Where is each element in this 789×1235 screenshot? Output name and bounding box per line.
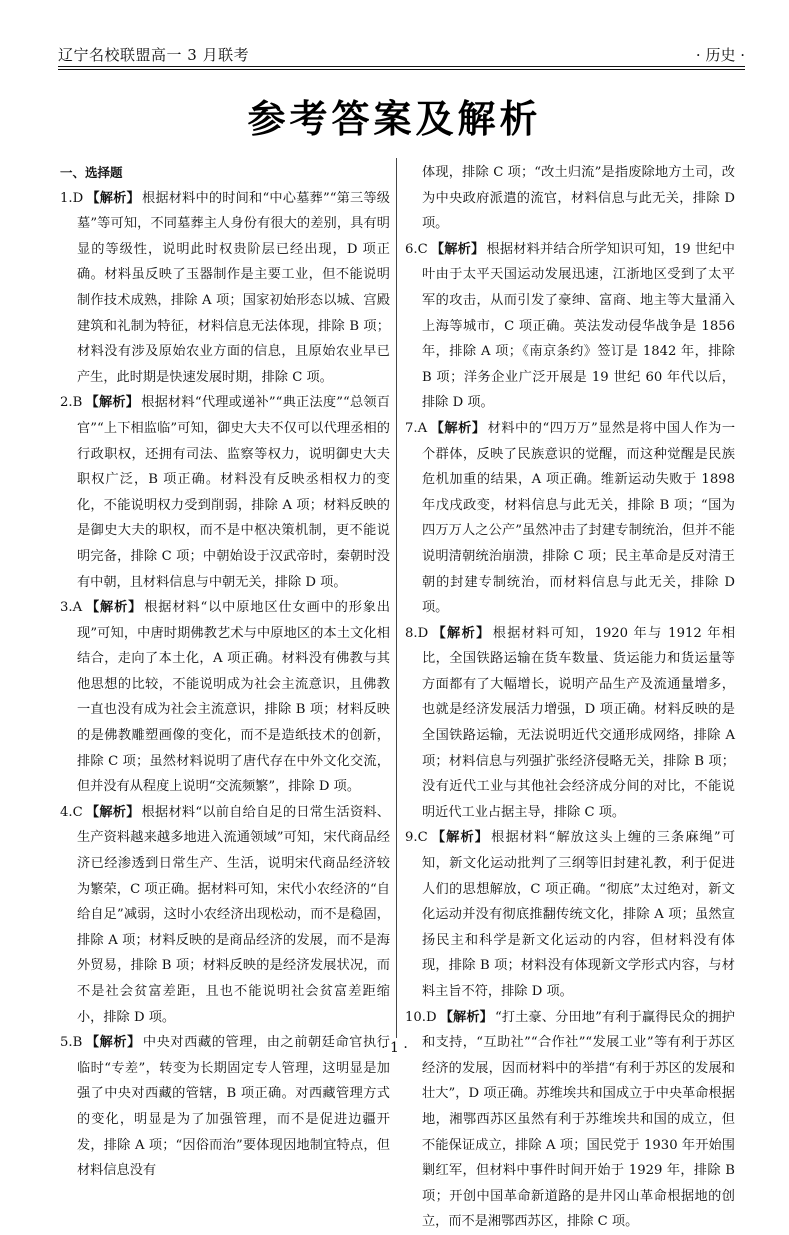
continued-text: 体现，排除 C 项；“改土归流”是指废除地方土司，改为中央政府派遣的流官，材料信息与此无关，排除 D 项。 — [422, 165, 735, 232]
analysis-text: 根据材料“以中原地区仕女画中的形象出现”可知，中唐时期佛教艺术与中原地区的本土文化相结合，走向了本土化，A 项正确。材料没有佛教与其他思想的比较，不能说明成为社会主流意识，且佛教一直也没有成为社会主流意识，排除 B 项；材料反映的是佛教雕塑画像的变化，而不是造纸技术的创新，排除 C 项；虽然材料说明了唐代存在中外文化交流，但并没有从程度上说明“交流频繁”，排除 D 项。 — [77, 600, 391, 795]
page-title: 参考答案及解析 — [247, 97, 542, 141]
page-header — [58, 40, 745, 66]
answer-letter: B — [72, 395, 83, 411]
analysis-tag: 【解析】 — [85, 600, 143, 616]
answer-letter: C — [72, 804, 83, 820]
analysis-tag: 【解析】 — [430, 241, 485, 257]
answer-letter: D — [425, 1009, 437, 1025]
analysis-text: 中央对西藏的管理，由之前朝廷命官执行临时“专差”，转变为长期固定专人管理，这明显是加强了中央对西藏的管辖，B 项正确。对西藏管理方式的变化，明显是为了加强管理，而不是促进边疆开发，排除 A 项；“因俗而治”要体现因地制宜特点，但材料信息没有 — [77, 1035, 390, 1179]
analysis-text: “打土豪、分田地”有利于赢得民众的拥护和支持，“互助社”“合作社”“发展工业”等有利于苏区经济的发展，因而材料中的举措“有利于苏区的发展和壮大”，D 项正确。苏维埃共和国成立于中央革命根据地，湘鄂西苏区虽然有利于苏维埃共和国的成立，但不能保证成立，排除 A 项；国民党于 1930 年开始围剿红军，但材料中事件时间开始于 1929 年，排除 B 项；开创中国革命新道路的是井冈山革命根据地的创立，而不是湘鄂西苏区，排除 C 项。 — [422, 1009, 735, 1230]
analysis-text: 根据材料“解放这头上缠的三条麻绳”可知，新文化运动批判了三纲等旧封建礼教，利于促进人们的思想解放，C 项正确。“彻底”太过绝对，新文化运动并没有彻底推翻传统文化，排除 A 项；虽然宣扬民主和科学是新文化运动的内容，但材料没有体现，排除 B 项；材料没有体现新文学形式内容，与材料主旨不符，排除 D 项。 — [422, 830, 736, 999]
question-number: 6. — [405, 241, 418, 257]
exam-name: 辽宁名校联盟高一 3 月联考 — [58, 46, 250, 64]
question-number: 5. — [60, 1035, 73, 1051]
section-title: 一、选择题 — [60, 165, 123, 180]
answer-letter: A — [417, 420, 428, 436]
question-number: 8. — [405, 625, 418, 641]
subject-label: · 历史 · — [695, 46, 745, 64]
answer-letter: C — [417, 241, 428, 257]
analysis-text: 根据材料可知，1920 年与 1912 年相比，全国铁路运输在货车数量、货运能力和货运量等方面都有了大幅增长，说明产品生产及流通量增多，也就是经济发展活力增强，D 项正确。材料反映的是全国铁路运输，无法说明近代交通形成网络，排除 A 项；材料信息与列强扩张经济侵略无关，排除 B 项；没有近代工业与其他社会经济成分间的对比，不能说明近代工业占据主导，排除 C 项。 — [422, 625, 736, 820]
question-number: 1. — [60, 190, 73, 206]
answer-item — [405, 416, 735, 621]
answer-letter: C — [417, 830, 428, 846]
question-number: 3. — [60, 600, 73, 616]
analysis-text: 根据材料“以前自给自足的日常生活资料、生产资料越来越多地进入流通领域”可知，宋代商品经济已经渗透到日常生产、生活，说明宋代商品经济较为繁荣，C 项正确。据材料可知，宋代小农经济的“自给自足”减弱，这时小农经济出现松动，而不是稳固，排除 A 项；材料反映的是商品经济的发展，而不是海外贸易，排除 B 项；材料反映的是经济发展状况，而不是社会贫富差距，且也不能说明社会贫富差距缩小，排除 D 项。 — [77, 804, 390, 1025]
header-rule-thin — [58, 69, 745, 70]
question-number: 2. — [60, 395, 73, 411]
header-rule-thick — [58, 66, 745, 67]
column-divider — [396, 158, 397, 1038]
right-column — [405, 160, 735, 1235]
page-number: · 1 · — [381, 1040, 408, 1056]
question-number: 7. — [405, 420, 418, 436]
left-column — [60, 160, 390, 1184]
answer-letter: B — [72, 1035, 83, 1051]
analysis-tag: 【解析】 — [85, 395, 140, 411]
right-items — [405, 237, 735, 1235]
answer-letter: D — [417, 625, 429, 641]
answer-item — [405, 825, 735, 1004]
analysis-tag: 【解析】 — [85, 804, 140, 820]
analysis-tag: 【解析】 — [430, 420, 486, 436]
question-number: 9. — [405, 830, 418, 846]
analysis-text: 材料中的“四万万”显然是将中国人作为一个群体，反映了民族意识的觉醒，而这种觉醒是民族危机加重的结果，A 项正确。维新运动失败于 1898 年戊戌政变，材料信息与此无关，排除 B 项；“国为四万万人之公产”虽然冲击了封建专制统治，但并不能说明清朝统治崩溃，排除 C 项；民主革命是反对清王朝的封建专制统治，而材料信息与此无关，排除 D 项。 — [422, 420, 736, 616]
analysis-tag: 【解析】 — [439, 1009, 493, 1025]
answer-letter: D — [72, 190, 84, 206]
analysis-tag: 【解析】 — [431, 625, 491, 641]
analysis-tag: 【解析】 — [430, 830, 490, 846]
left-items — [60, 186, 390, 1184]
answer-item — [60, 390, 390, 595]
analysis-text: 根据材料“代理或递补”“典正法度”“总领百官”“上下相监临”可知，御史大夫不仅可以代理丞相的行政职权，还拥有司法、监察等权力，说明御史大夫职权广泛，B 项正确。材料没有反映丞相权力的变化，不能说明权力受到削弱，排除 A 项；材料反映的是御史大夫的职权，而不是中枢决策机制，更不能说明完备，排除 C 项；中朝始设于汉武帝时，秦朝时没有中朝，且材料信息与中朝无关，排除 D 项。 — [77, 395, 390, 590]
analysis-text: 根据材料中的时间和“中心墓葬”“第三等级墓”等可知，不同墓葬主人身份有很大的差别，具有明显的等级性，说明此时权贵阶层已经出现，D 项正确。材料虽反映了玉器制作是主要工业，但不能说明制作技术成熟，排除 A 项；国家初始形态以城、宫殿建筑和礼制为特征，材料信息无法体现，排除 B 项；材料没有涉及原始农业方面的信息，且原始农业早已产生，此时期是快速发展时期，排除 C 项。 — [77, 190, 390, 385]
question-number: 4. — [60, 804, 73, 820]
answer-item — [60, 186, 390, 391]
analysis-text: 根据材料并结合所学知识可知，19 世纪中叶由于太平天国运动发展迅速，江浙地区受到了太平军的攻击，从而引发了豪绅、富商、地主等大量涌入上海等城市，C 项正确。英法发动侵华战争是 1856 年，排除 A 项；《南京条约》签订是 1842 年，排除 B 项；洋务企业广泛开展是 19 世纪 60 年代以后，排除 D 项。 — [422, 241, 735, 411]
analysis-tag: 【解析】 — [86, 190, 140, 206]
answer-letter: A — [72, 600, 83, 616]
question-number: 10. — [405, 1009, 426, 1025]
answer-item — [405, 237, 735, 416]
analysis-tag: 【解析】 — [85, 1035, 141, 1051]
answer-item — [60, 595, 390, 800]
answer-item — [405, 621, 735, 826]
answer-item — [60, 800, 390, 1030]
